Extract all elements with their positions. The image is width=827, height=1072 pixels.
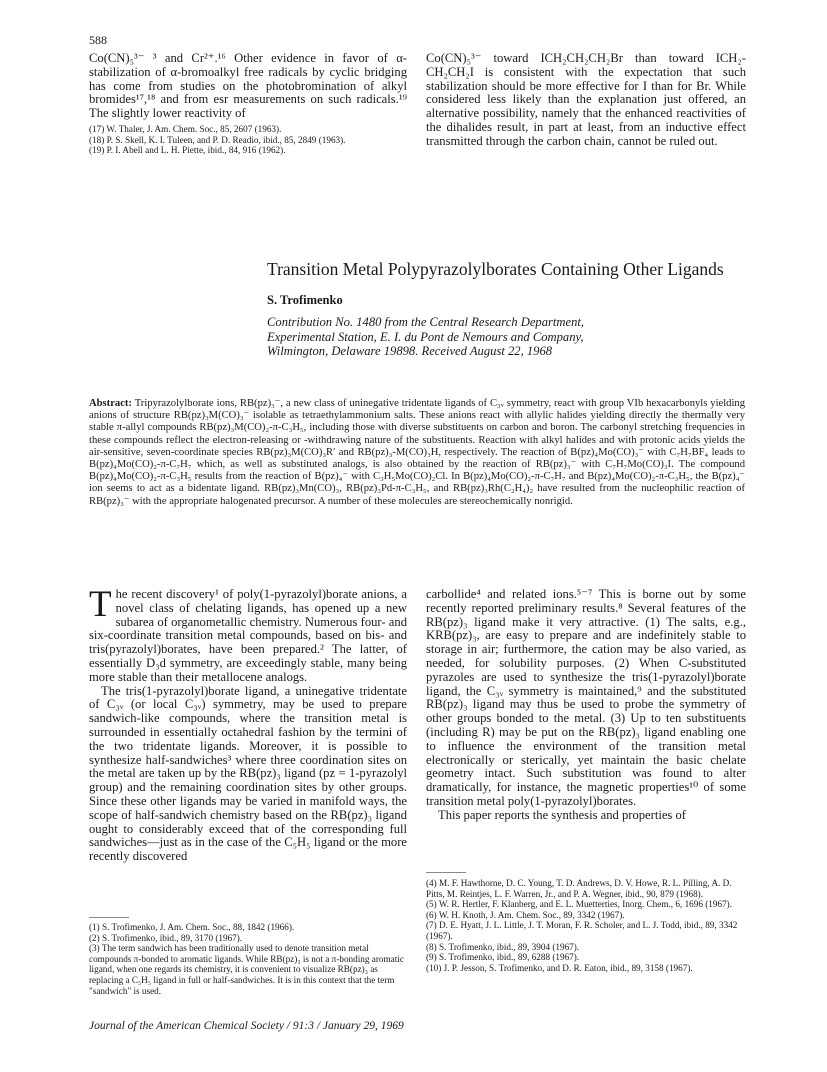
- body-left-column: [89, 584, 407, 864]
- body-right-paragraph-1: carbollide⁴ and related ions.⁵⁻⁷ This is borne out by some recently reported preliminary results.⁸ Several features of the RB(pz)₃ ligand make it very attractive. (1) The salts, e.g., KRB(pz)₃, are easy to prepare and are indefinitely stable to storage in air; furthermore, the cation may be also varied, as needed, for solubility purposes. (2) When C-substituted pyrazoles are used to synthesize the tris(1-pyrazolyl)borate ligand, the C₃ᵥ symmetry is maintained,⁹ and the substituted RB(pz)₃ ligand may thus be used to probe the symmetry of other groups bonded to the metal. (3) Up to ten substituents (including R) may be put on the RB(pz)₃ ligand enabling one to influence the environment of the transition metal electronically or sterically, yet maintain the basic chelate geometry intact. Such substitution was found to alter dramatically, for instance, the magnetic properties¹⁰ of some transition metal poly(1-pyrazolyl)borates.: [426, 587, 746, 808]
- affiliation-line: Contribution No. 1480 from the Central Research Department,: [267, 315, 585, 329]
- drop-cap: T: [89, 584, 112, 625]
- footnote-1: (1) S. Trofimenko, J. Am. Chem. Soc., 88, 1842 (1966).: [89, 922, 295, 932]
- footnote-rule: [89, 917, 129, 918]
- footnote-10: (10) J. P. Jesson, S. Trofimenko, and D. R. Eaton, ibid., 89, 3158 (1967).: [426, 962, 693, 973]
- top-left-footnotes: [89, 124, 407, 156]
- author: S. Trofimenko: [267, 293, 343, 307]
- footnote-3: (3) The term sandwich has been traditionally used to denote transition metal compounds π-bonded to aromatic ligands. While RB(pz)₃ is not a π-bonding aromatic ligand, when one regards its chemistry, it is convenient to visualize RB(pz)₃ as replacing a C₅H₅ ligand in full or half-sandwiches. It is in this context that the term "sandwich" is used.: [89, 943, 404, 996]
- footnote-5: (5) W. R. Hertler, F. Klanberg, and E. L. Muetterties, Inorg. Chem., 6, 1696 (1967).: [426, 899, 733, 910]
- affiliation-line: Wilmington, Delaware 19898. Received August 22, 1968: [267, 344, 553, 359]
- top-left-text: Co(CN)₅³⁻ ³ and Cr²⁺.¹⁶ Other evidence in favor of α-stabilization of α-bromoalkyl free radicals by cyclic bridging has come from studies on the photobromination of alkyl bromides¹⁷,¹⁸ and from esr measurements on such radicals.¹⁹ The slightly lower reactivity of: [89, 51, 407, 121]
- page-number: 588: [89, 33, 107, 47]
- footnote-9: (9) S. Trofimenko, ibid., 89, 6288 (1967).: [426, 952, 580, 963]
- journal-footer: Journal of the American Chemical Society / 91:3 / January 29, 1969: [89, 1020, 404, 1032]
- affiliation-line: Experimental Station, E. I. du Pont de Nemours and Company,: [267, 329, 584, 344]
- abstract-text: Tripyrazolylborate ions, RB(pz)₃⁻, a new class of uninegative tridentate ligands of C₃ᵥ symmetry, react with group VIb hexacarbonyls yielding anions of structure RB(pz)₃M(CO)₃⁻ isolable as tetraethylammonium salts. These anions react with allylic halides yielding directly the thermally very stable π-allyl compounds RB(pz)₃M(CO)₂-π-C₃H₅, including those with diverse substituents on carbon and boron. The carbonyl stretching frequencies in these compounds reflect the electron-releasing or -withdrawing nature of the substituents. Reaction with alkyl halides and with protonic acids yields the air-sensitive, seven-coordinate species RB(pz)₃M(CO)₃R′ and RB(pz)₃-M(CO)₃H, respectively. The reaction of B(pz)₄Mo(CO)₃⁻ with C₇H₇BF₄ leads to B(pz)₄Mo(CO)₂-π-C₇H₇ which, as well as substituted analogs, is also obtained by the reaction of RB(pz)₃⁻ with C₇H₇Mo(CO)₃I. The compound B(pz)₄Mo(CO)₂-π-C₃H₅ results from the reaction of B(pz)₄⁻ with C₃H₅Mo(CO)₂Cl. In B(pz)₄Mo(CO)₂-π-C₇H₇ and B(pz)₄Mo(CO)₂-π-C₃H₅, the B(pz)₄⁻ ion seems to act as a bidentate ligand. RB(pz)₃Mn(CO)₃, RB(pz)₃Pd-π-C₃H₅, and RB(pz)₃Rh(C₂H₄)₂ have resulted from the nucleophilic reaction of RB(pz)₃⁻ with the appropriate halogenated precursor. A number of these molecules are stereochemically nonrigid.: [89, 398, 745, 507]
- body-left-footnotes: [89, 922, 407, 996]
- footnote-17: (17) W. Thaler, J. Am. Chem. Soc., 85, 2607 (1963).: [89, 124, 282, 134]
- body-right-footnotes: [426, 878, 746, 973]
- article-title: Transition Metal Polypyrazolylborates Containing Other Ligands: [267, 259, 724, 279]
- top-right-text: Co(CN)₅³⁻ toward ICH₂CH₂CH₂Br than toward ICH₂-CH₂CH₂I is consistent with the expectation that such stabilization should be more effective for I than for Br. While considered less likely than the explanation just offered, an alternative possibility, namely that the enhanced reactivities of the dihalides result, in part at least, from an inductive effect transmitted through the carbon chain, cannot be ruled out.: [426, 51, 746, 148]
- body-right-column: [426, 588, 746, 823]
- body-left-paragraph-1: he recent discovery¹ of poly(1-pyrazolyl)borate anions, a novel class of chelating ligands, has opened up a new subarea of organometallic chemistry. Numerous four- and six-coordinate transition metal compounds, based on bis- and tris(pyrazolyl)borates, have been prepared.² The latter, of essentially D₃d symmetry, are exceedingly stable, many being more stable than their metallocene analogs.: [89, 587, 407, 684]
- body-left-paragraph-2: The tris(1-pyrazolyl)borate ligand, a uninegative tridentate of C₃ᵥ (or local C₃ᵥ) symmetry, may be used to prepare sandwich-like compounds, where the transition metal is surrounded in essentially octahedral fashion by the termini of the two tridentate ligands. Moreover, it is possible to synthesize half-sandwiches³ where three coordination sites on the metal are taken up by the RB(pz)₃ ligand (pz = 1-pyrazolyl group) and the remaining coordination sites by other groups. Since these other ligands may be varied in manifold ways, the scope of half-sandwich chemistry based on the RB(pz)₃ ligand ought to considerably exceed that of the corresponding full sandwiches—just as in the case of the C₅H₅ ligand or the more recently discovered: [89, 683, 407, 864]
- footnote-7: (7) D. E. Hyatt, J. L. Little, J. T. Moran, F. R. Scholer, and L. J. Todd, ibid., 89, 3342 (1967).: [426, 920, 738, 941]
- body-right-paragraph-2: This paper reports the synthesis and properties of: [438, 807, 686, 822]
- footnote-18: (18) P. S. Skell, K. I. Tuleen, and P. D. Readio, ibid., 85, 2849 (1963).: [89, 134, 346, 145]
- footnote-8: (8) S. Trofimenko, ibid., 89, 3904 (1967).: [426, 941, 580, 952]
- footnote-19: (19) P. I. Abell and L. H. Piette, ibid., 84, 916 (1962).: [89, 145, 286, 156]
- footnote-6: (6) W. H. Knoth, J. Am. Chem. Soc., 89, 3342 (1967).: [426, 909, 625, 920]
- abstract-label: Abstract:: [89, 398, 132, 409]
- footnote-2: (2) S. Trofimenko, ibid., 89, 3170 (1967).: [89, 932, 243, 943]
- footnote-rule: [426, 872, 466, 873]
- abstract: [89, 398, 745, 508]
- footnote-4: (4) M. F. Hawthorne, D. C. Young, T. D. Andrews, D. V. Howe, R. L. Pilling, A. D. Pitts, M. Reintjes, L. F. Warren, Jr., and P. A. Wegner, ibid., 90, 879 (1968).: [426, 878, 732, 899]
- affiliation: [267, 315, 584, 359]
